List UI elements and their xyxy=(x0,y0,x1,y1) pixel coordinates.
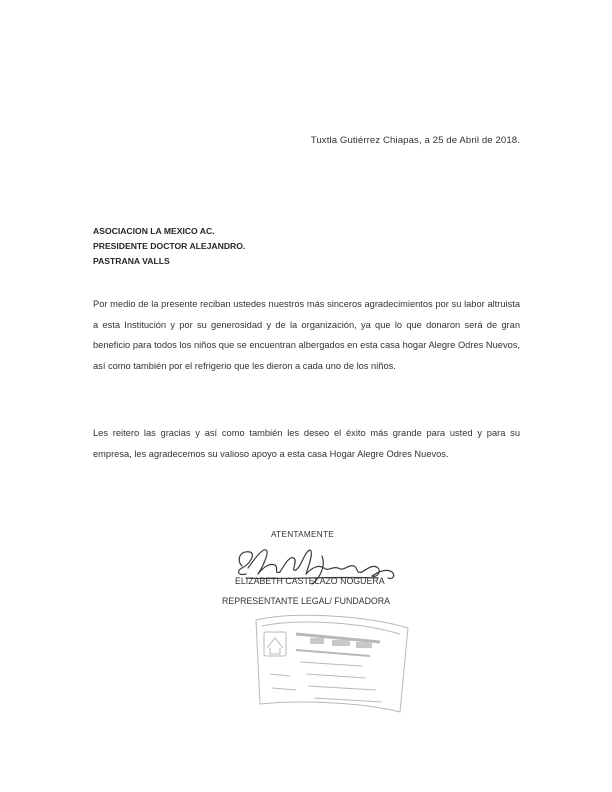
closing-salutation: ATENTAMENTE xyxy=(271,530,335,539)
date-line: Tuxtla Gutiérrez Chiapas, a 25 de Abril de 2018. xyxy=(310,135,520,146)
body-paragraph-wishes: Les reitero las gracias y así como también les deseo el éxito más grande para usted y para su empresa, les agradecemos su valioso apoyo a esta casa Hogar Alegre Odres Nuevos. xyxy=(93,428,520,459)
recipient-line-surname: PASTRANA VALLS xyxy=(93,256,170,266)
signer-name: ELIZABETH CASTELAZO NOGUERA xyxy=(235,576,385,586)
recipient-block xyxy=(93,224,245,269)
recipient-line-president: PRESIDENTE DOCTOR ALEJANDRO. xyxy=(93,241,246,251)
signer-title: REPRESENTANTE LEGAL/ FUNDADORA xyxy=(222,596,390,606)
body-paragraph-thanks: Por medio de la presente reciban ustedes nuestros más sinceros agradecimientos por su labor altruista a esta Institución y por su generosidad y de la organización, ya que lo que donaron será de gran beneficio para todos los niños que se encuentran albergados en esta casa hogar Alegre Odres Nuevos, así como también por el refrigerio que les dieron a cada uno de los niños. xyxy=(93,299,520,371)
recipient-line-organization: ASOCIACION LA MEXICO AC. xyxy=(93,226,215,236)
institution-seal-stamp xyxy=(250,604,420,719)
